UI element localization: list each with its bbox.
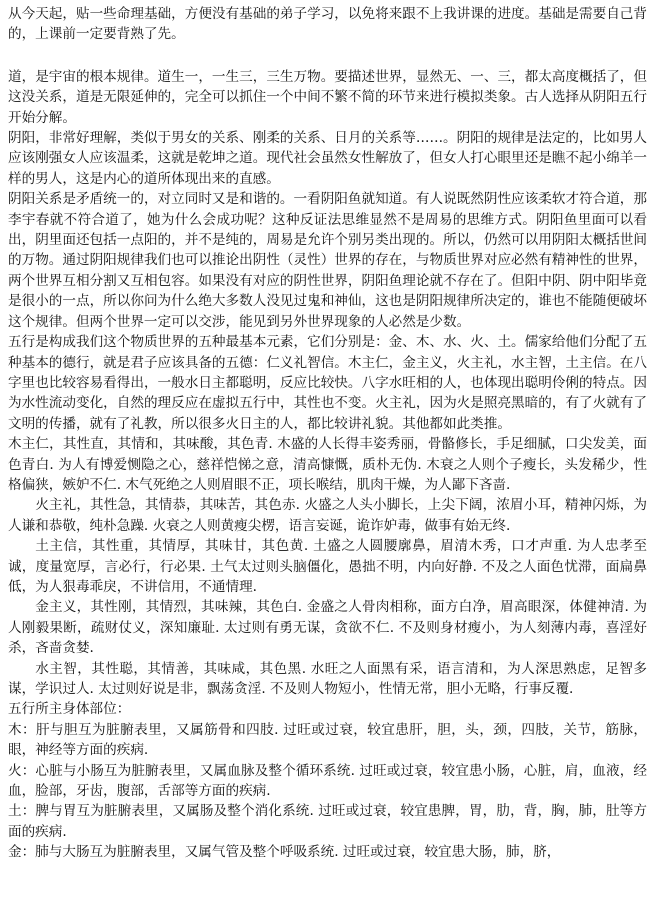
body-part-fire: 火：心脏与小肠互为脏腑表里，又属血脉及整个循环系统. 过旺或过衰，较宜患小肠，心脏，肩，血液，经血，脸部，牙齿，腹部，舌部等方面的疾病.	[8, 762, 647, 800]
paragraph-water: 水主智，其性聪，其情善，其味咸，其色黑. 水旺之人面黑有采，语言清和，为人深思熟虑，足智多谋，学识过人. 太过则好说是非，飘荡贪淫. 不及则人物短小，性情无常，胆小无略，行事反覆.	[8, 660, 647, 697]
body-part-wood: 木：肝与胆互为脏腑表里，又属筋骨和四肢. 过旺或过衰，较宜患肝，胆，头，颈，四肢，关节，筋脉，眼，神经等方面的疾病.	[8, 721, 647, 759]
paragraph-dao: 道，是宇宙的根本规律。道生一，一生三，三生万物。要描述世界，显然无、一、三，都太高度概括了，但这没关系，道是无限延伸的，完全可以抓住一个中间不繁不简的环节来进行模拟类象。古人选择从阴阳五行开始分解。	[8, 68, 647, 126]
paragraph-wood: 木主仁，其性直，其情和，其味酸，其色青. 木盛的人长得丰姿秀丽，骨骼修长，手足细腻，口尖发美，面色青白. 为人有博爱恻隐之心，慈祥恺悌之意，清高慷慨，质朴无伪. 木衰之人则个子瘦长，头发稀少，性格偏狭，嫉妒不仁. 木气死绝之人则眉眼不正，项长喉结，肌肉干燥，为人鄙下吝啬.	[8, 436, 647, 493]
body-parts-heading: 五行所主身体部位：	[8, 701, 131, 718]
blank-line	[8, 45, 647, 67]
paragraph-yinyang-relation: 阴阳关系是矛盾统一的，对立同时又是和谐的。一看阴阳鱼就知道。有人说既然阴性应该柔软才符合道，那李宇春就不符合道了，她为什么会成功呢？这种反证法思维显然不是周易的思维方式。阴阳鱼里面可以看出，阴里面还包括一点阳的，并不是纯的，周易是允许个别另类出现的。所以，仍然可以用阴阳太概括世间的万物。通过阴阳规律我们也可以推论出阴性（灵性）世界的存在，与物质世界对应必然有精神性的世界，两个世界互相分割又互相包容。如果没有对应的阴性世界，阴阳鱼理论就不存在了。但阳中阴、阴中阳毕竟是很小的一点，所以你问为什么绝大多数人没见过鬼和神仙，这也是阴阳规律所决定的，谁也不能随便破坏这个规律。但两个世界一定可以交涉，能见到另外世界现象的人必然是少数。	[8, 191, 647, 330]
paragraph-wuxing: 五行是构成我们这个物质世界的五种最基本元素，它们分别是：金、木、水、火、土。儒家给他们分配了五种基本的德行，就是君子应该具备的五德：仁义礼智信。木主仁，金主义，火主礼，水主智，土主信。在八字里也比较容易看得出，一般水日主都聪明，反应比较快。八字水旺相的人，也体现出聪明伶俐的特点。因为水性流动变化，自然的理反应在虚拟五行中，其性也不变。火主礼，因为火是照亮黑暗的，有了火就有了文明的传播，就有了礼教，所以很多火日主的人，都比较讲礼貌。其他都如此类推。	[8, 334, 647, 432]
body-part-metal: 金：肺与大肠互为脏腑表里，又属气管及整个呼吸系统. 过旺或过衰，较宜患大肠，肺，脐，	[8, 844, 561, 861]
paragraph-yinyang: 阴阳，非常好理解，类似于男女的关系、刚柔的关系、日月的关系等……。阴阳的规律是法定的，比如男人应该刚强女人应该温柔，这就是乾坤之道。现代社会虽然女性解放了，但女人打心眼里还是瞧不起小绵羊一样的男人，这是内心的道所体现出来的直感。	[8, 130, 647, 187]
paragraph-earth: 土主信，其性重，其情厚，其味甘，其色黄. 土盛之人圆腰廓鼻，眉清木秀，口才声重. 为人忠孝至诚，度量宽厚，言必行，行必果. 土气太过则头脑僵化，愚拙不明，内向好静. 不及之人面色忧滞，面扁鼻低，为人狠毒乖戾，不讲信用，不通情理.	[8, 538, 647, 595]
paragraph-fire: 火主礼，其性急，其情恭，其味苦，其色赤. 火盛之人头小脚长，上尖下阔，浓眉小耳，精神闪烁，为人谦和恭敬，纯朴急躁. 火衰之人则黄瘦尖楞，语言妄诞，诡诈妒毒，做事有始无终.	[8, 497, 647, 534]
body-part-earth: 土：脾与胃互为脏腑表里，又属肠及整个消化系统. 过旺或过衰，较宜患脾，胃，肋，背，胸，肺，肚等方面的疾病.	[8, 803, 647, 840]
paragraph-metal: 金主义，其性刚，其情烈，其味辣，其色白. 金盛之人骨肉相称，面方白净，眉高眼深，体健神清. 为人刚毅果断，疏财仗义，深知廉耻. 太过则有勇无谋，贪欲不仁. 不及则身材瘦小，为人刻薄内毒，喜淫好杀，吝啬贪婪.	[8, 599, 647, 657]
intro-paragraph: 从今天起，贴一些命理基础，方便没有基础的弟子学习，以免将来跟不上我讲课的进度。基础是需要自己背的，上课前一定要背熟了先。	[8, 6, 647, 43]
